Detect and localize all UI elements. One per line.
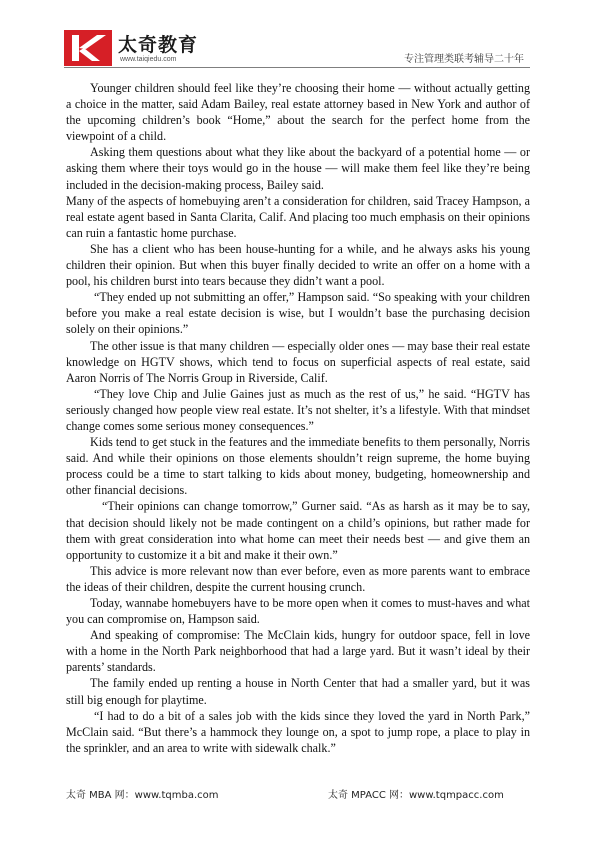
paragraph: “They ended up not submitting an offer,” Hampson said. “So speaking with your children before you make a real estate decision is wise, but I wouldn’t base the purchasing decision solely on their opinions.” — [66, 290, 530, 337]
paragraph: “I had to do a bit of a sales job with the kids since they loved the yard in North Park,” McClain said. “But there’s a hammock they lounge on, a spot to jump rope, a place to play in the sprinkler, and an area to write with sidewalk chalk.” — [66, 708, 530, 755]
paragraph: “Their opinions can change tomorrow,” Gurner said. “As as harsh as it may be to say, that decision should likely not be made contingent on a child’s opinions, but rather made for them with great consideration into what home can meet their needs best — and give them an opportunity to customize it a bit and make it their own.” — [66, 499, 530, 562]
page-header — [0, 0, 595, 72]
paragraph: Many of the aspects of homebuying aren’t a consideration for children, said Tracey Hampson, a real estate agent based in Santa Clarita, Calif. And placing too much emphasis on their opinions can ruin a fantastic home purchase. — [66, 193, 530, 240]
brand-name: 太奇教育 — [118, 34, 199, 56]
paragraph: Asking them questions about what they like about the backyard of a potential home — or asking them where their toys would go in the house — will make them feel like they’re being included in the decision-making process, Bailey said. — [66, 145, 530, 192]
header-tagline: 专注管理类联考辅导二十年 — [404, 54, 524, 65]
footer-mpacc-link: 太奇 MPACC 网：www.tqmpacc.com — [328, 790, 504, 801]
paragraph: This advice is more relevant now than ever before, even as more parents want to embrace the ideas of their children, despite the current housing crunch. — [66, 563, 530, 594]
paragraph: She has a client who has been house-hunting for a while, and he always asks his young children their opinion. But when this buyer finally decided to write an offer on a home with a pool, his children burst into tears because they didn’t want a pool. — [66, 241, 530, 289]
taiqi-k-logo-icon — [64, 30, 112, 66]
paragraph: Kids tend to get stuck in the features and the immediate benefits to them personally, Norris said. And while their opinions on those elements shouldn’t reign supreme, the home buying process could be a time to start talking to kids about money, budgeting, homeownership and other financial decisions. — [66, 435, 530, 498]
brand-url: www.taiqiedu.com — [120, 56, 177, 63]
paragraph: And speaking of compromise: The McClain kids, hungry for outdoor space, fell in love with a home in the North Park neighborhood that had a large yard. But it wasn’t ideal by their parents’ standards. — [66, 628, 530, 675]
paragraph: Younger children should feel like they’re choosing their home — without actually getting a choice in the matter, said Adam Bailey, real estate attorney based in New York and author of the upcoming children’s book “Home,” about the search for the perfect home from the viewpoint of a child. — [66, 81, 530, 144]
header-divider — [64, 67, 530, 68]
paragraph: Today, wannabe homebuyers have to be more open when it comes to must-haves and what you can compromise on, Hampson said. — [66, 596, 530, 627]
page-footer — [0, 786, 595, 806]
article-body — [66, 80, 530, 756]
paragraph: The other issue is that many children — especially older ones — may base their real estate knowledge on HGTV shows, which tend to focus on superficial aspects of real estate, said Aaron Norris of The Norris Group in Riverside, Calif. — [66, 338, 530, 385]
paragraph: The family ended up renting a house in North Center that had a smaller yard, but it was still big enough for playtime. — [66, 676, 530, 707]
footer-mba-link: 太奇 MBA 网：www.tqmba.com — [66, 790, 219, 801]
paragraph: “They love Chip and Julie Gaines just as much as the rest of us,” he said. “HGTV has seriously changed how people view real estate. It’s not shelter, it’s a lifestyle. With that mindset change comes some serious money consequences.” — [66, 386, 530, 433]
